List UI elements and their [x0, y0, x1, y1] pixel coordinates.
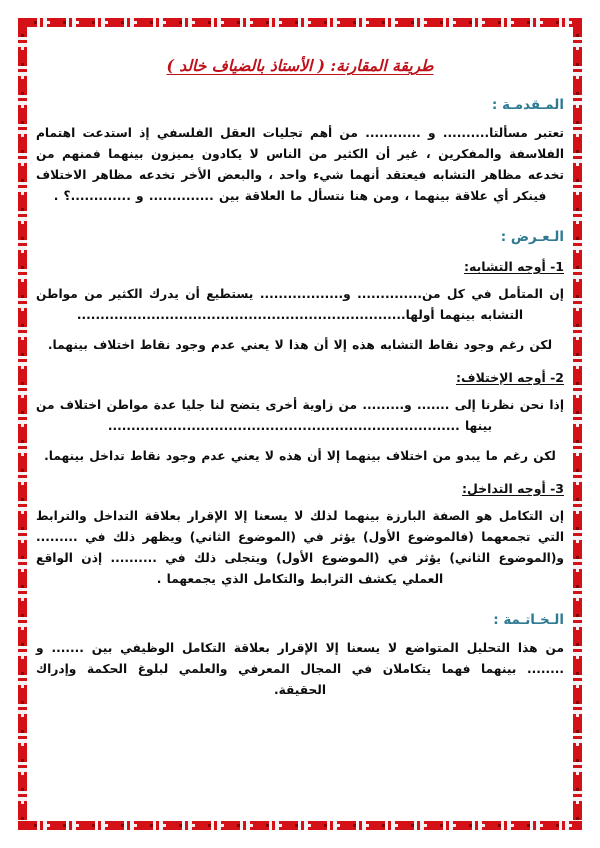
border-left	[18, 18, 27, 830]
similarities-paragraph: إن المتأمل في كل من.............. و.................. يستطيع أن يدرك الكثير من مواطن التشابه بينهما أولها.......................................................................	[36, 286, 564, 322]
differences-conclusion: لكن رغم ما يبدو من اختلاف بينهما إلا أن هذه لا يعني عدم وجود نقاط تداخل بينهما.	[44, 448, 556, 463]
border-right	[573, 18, 582, 830]
subsection-heading-overlap-text: 3- أوجه التداخل:	[462, 480, 564, 496]
section-heading-introduction: المـقدمـة :	[491, 97, 564, 113]
document-content	[36, 34, 564, 814]
conclusion-paragraph: من هذا التحليل المتواضع لا يسعنا إلا الإقرار بعلاقة التكامل الوظيفي بين ....... و ........ بينهما فهما يتكاملان في المجال المعرفي والعلمي لبلوغ الحكمة وإدراك الحقيقة.	[36, 640, 564, 697]
introduction-paragraph: تعتبر مسألتا.......... و ............ من أهم تجليات العقل الفلسفي إذ استدعت اهتمام الفلاسفة والمفكرين ، غير أن الكثير من الناس لا يكادون يميزون بينهما فمنهم من تخدعه مظاهر التشابه فيعتقد أنهما شيء واحد ، والبعض الأخر تخدعه مظاهر الاختلاف فينكر أي علاقة بينهما ، ومن هنا نتسأل ما العلاقة بين .............. و .............؟ .	[36, 126, 564, 203]
section-heading-conclusion: الـخـاتـمة :	[493, 611, 564, 628]
border-corner-bottom-left	[18, 821, 27, 830]
border-bottom	[18, 821, 582, 830]
subsection-heading-similarities	[36, 259, 564, 274]
border-top	[18, 18, 582, 27]
border-corner-top-right	[573, 18, 582, 27]
subsection-heading-overlap	[36, 481, 564, 496]
document-title: طريقة المقارنة: ( الأستاذ بالضياف خالد )	[166, 56, 434, 75]
section-heading-body: الـعـرض :	[500, 228, 564, 245]
similarities-conclusion: لكن رغم وجود نقاط التشابه هذه إلا أن هذا لا يعني عدم وجود نقاط اختلاف بينهما.	[47, 337, 553, 352]
subsection-heading-similarities-text: 1- أوجه التشابه:	[463, 258, 564, 274]
subsection-heading-differences-text: 2- أوجه الإختلاف:	[456, 369, 564, 385]
overlap-paragraph: إن التكامل هو الصفة البارزة بينهما لذلك لا يسعنا إلا الإقرار بعلاقة التداخل والترابط التي تجمعهما (فالموضوع الأول) يؤثر في (الموضوع الثاني) ويظهر ذلك في ......... و(الموضوع الثاني) يؤثر في (الموضوع الأول) ويتجلى ذلك في .......... إذن الواقع العملي يكشف الترابط والتكامل الذي يجمعهما .	[36, 508, 564, 586]
border-corner-bottom-right	[573, 821, 582, 830]
subsection-heading-differences	[36, 370, 564, 385]
differences-paragraph: إذا نحن نظرنا إلى ....... و......... من زاوية أخرى يتضح لنا جليا عدة مواطن اختلاف من بينها ............................................................................	[36, 397, 564, 433]
border-corner-top-left	[18, 18, 27, 27]
